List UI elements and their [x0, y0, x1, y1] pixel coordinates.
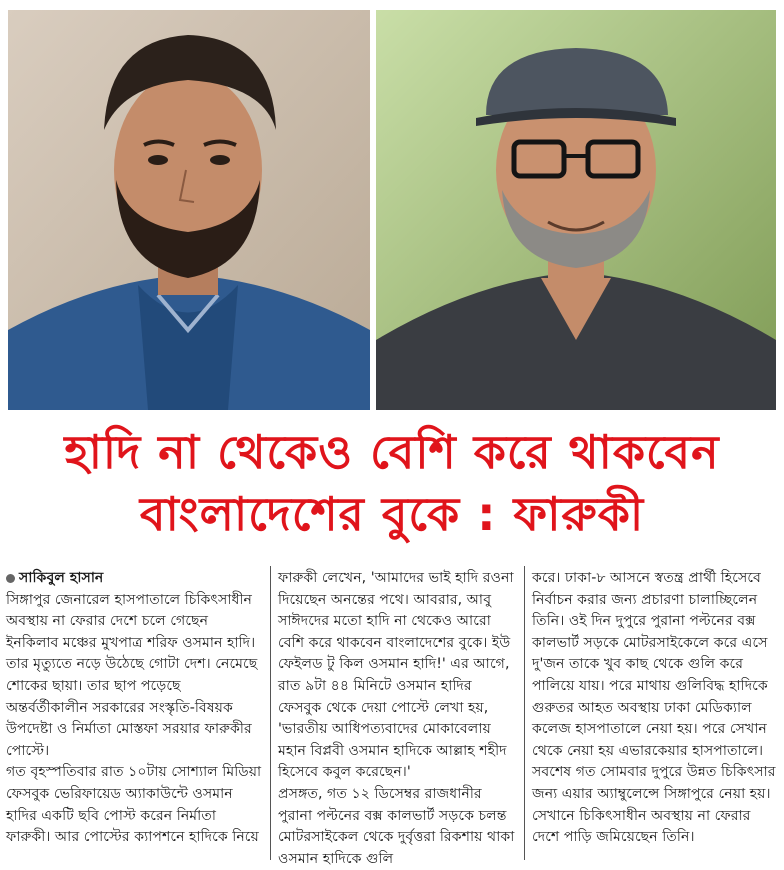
column-divider [524, 566, 525, 860]
article-column-2 [278, 568, 518, 870]
headline-line-1: হাদি না থেকেও বেশি করে থাকবেন [64, 425, 720, 479]
paragraph: করে। ঢাকা-৮ আসনে স্বতন্ত্র প্রার্থী হিসেবে নির্বাচন করার জন্য প্রচারণা চালাচ্ছিলেন তিনি। ওই দিন দুপুরে পুরানা পল্টনের বক্স কালভার্ট সড়কে মোটরসাইকেলে করে এসে দু'জন তাকে খুব কাছ থেকে গুলি করে পালিয়ে যায়। পরে মাথায় গুলিবিদ্ধ হাদিকে গুরুতর আহত অবস্থায় ঢাকা মেডিক্যাল কলেজ হাসপাতালে নেয়া হয়। পরে সেখান থেকে নেয়া হয় এভারকেয়ার হাসপাতালে। সবশেষ গত সোমবার দুপুরে উন্নত চিকিৎসার জন্য এয়ার অ্যাম্বুলেন্সে সিঙ্গাপুরে নেয়া হয়। সেখানে চিকিৎসাধীন অবস্থায় না ফেরার দেশে পাড়ি জমিয়েছেন তিনি। [532, 570, 776, 846]
article-column-3 [532, 568, 778, 849]
paragraph: সিঙ্গাপুর জেনারেল হাসপাতালে চিকিৎসাধীন অবস্থায় না ফেরার দেশে চলে গেছেন ইনকিলাব মঞ্চের মুখপাত্র শরিফ ওসমান হাদি। তার মৃত্যুতে নড়ে উঠেছে গোটা দেশ। নেমেছে শোকের ছায়া। তার ছাপ পড়েছে অন্তর্বর্তীকালীন সরকারের সংস্কৃতি-বিষয়ক উপদেষ্টা ও নির্মাতা মোস্তফা সরয়ার ফারুকীর পোস্টে। [6, 591, 258, 759]
article-column-1 [6, 568, 264, 849]
photo-left-portrait [8, 10, 370, 410]
headline-line-2: বাংলাদেশের বুকে : ফারুকী [139, 487, 645, 541]
paragraph: প্রসঙ্গত, গত ১২ ডিসেম্বর রাজধানীর পুরানা পল্টনের বক্স কালভার্ট সড়কে চলন্ত মোটরসাইকেল থেকে দুর্বৃত্তরা রিকশায় থাকা ওসমান হাদিকে গুলি [278, 785, 515, 867]
byline [6, 568, 264, 590]
paragraph: গত বৃহস্পতিবার রাত ১০টায় সোশ্যাল মিডিয়া ফেসবুক ভেরিফায়েড অ্যাকাউন্টে ওসমান হাদির একটি ছবি পোস্ট করেন নির্মাতা ফারুকী। আর পোস্টের ক্যাপশনে হাদিকে নিয়ে [6, 764, 262, 846]
bullet-icon [6, 574, 15, 583]
column-divider [270, 566, 271, 860]
byline-author: সাকিবুল হাসান [19, 570, 104, 586]
paragraph: ফারুকী লেখেন, 'আমাদের ভাই হাদি রওনা দিয়েছেন অনন্তের পথে। আবরার, আবু সাঈদদের মতো হাদি না থেকেও আরো বেশি করে থাকবেন বাংলাদেশের বুকে। ইউ ফেইলড টু কিল ওসমান হাদি!' এর আগে, রাত ৯টা ৪৪ মিনিটে ওসমান হাদির ফেসবুক থেকে দেয়া পোস্টে লেখা হয়, 'ভারতীয় আধিপত্যবাদের মোকাবেলায় মহান বিপ্লবী ওসমান হাদিকে আল্লাহ শহীদ হিসেবে কবুল করেছেন।' [278, 570, 514, 781]
photo-right-portrait [376, 10, 776, 410]
